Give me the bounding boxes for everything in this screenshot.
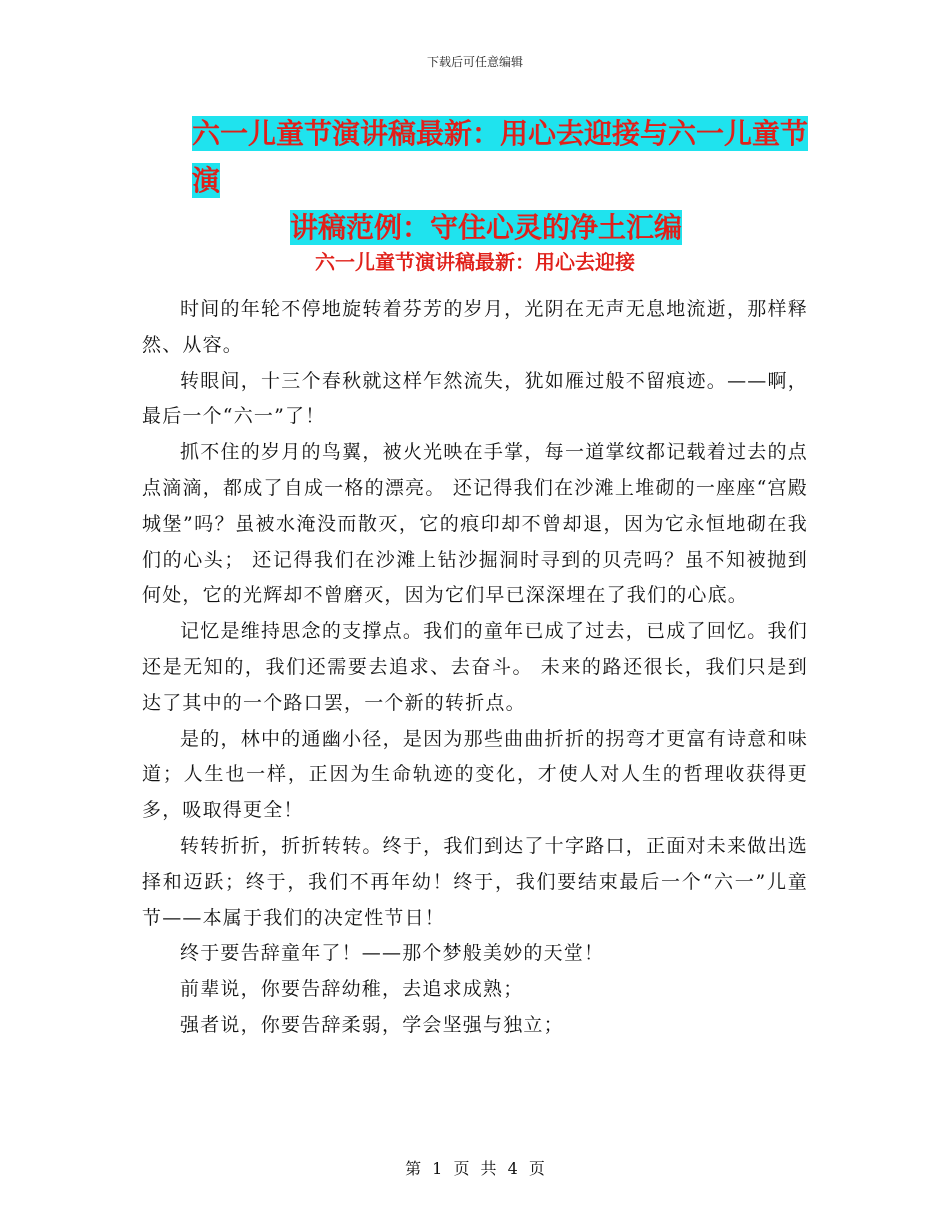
document-title-line-2 [140,204,820,251]
title-highlight-2: 讲稿范例：守住心灵的净土汇编 [290,211,683,244]
paragraph: 时间的年轮不停地旋转着芬芳的岁月，光阴在无声无息地流逝，那样释然、从容。 [142,298,808,356]
paragraph: 转眼间，十三个春秋就这样乍然流失，犹如雁过般不留痕迹。——啊，最后一个“六一”了！ [142,369,808,428]
body-text [142,292,808,1044]
paragraph: 抓不住的岁月的鸟翼，被火光映在手掌，每一道掌纹都记载着过去的点点滴滴，都成了自成一格的漂亮。 还记得我们在沙滩上堆砌的一座座“宫殿城堡”吗？虽被水淹没而散灭，它的痕印却不曾却退，因为它永恒地砌在我们的心头； 还记得我们在沙滩上钻沙掘洞时寻到的贝壳吗？虽不知被抛到何处，它的光辉却不曾磨灭，因为它们早已深深埋在了我们的心底。 [142,441,808,607]
header-note: 下载后可任意编辑 [426,55,523,69]
document-title-line-1 [140,110,820,204]
paragraph: 记忆是维持思念的支撑点。我们的童年已成了过去，已成了回忆。我们还是无知的，我们还需要去追求、去奋斗。 未来的路还很长，我们只是到达了其中的一个路口罢，一个新的转折点。 [142,620,808,714]
paragraph: 是的，林中的通幽小径，是因为那些曲曲折折的拐弯才更富有诗意和味道；人生也一样，正因为生命轨迹的变化，才使人对人生的哲理收获得更多，吸取得更全！ [142,727,808,822]
document-title [140,110,820,251]
page-number: 第 1 页 共 4 页 [405,1159,545,1178]
paragraph: 终于要告辞童年了！——那个梦般美妙的天堂！ [180,942,605,965]
paragraph: 前辈说，你要告辞幼稚，去追求成熟； [180,978,524,1001]
title-highlight-1: 六一儿童节演讲稿最新：用心去迎接与六一儿童节演 [192,117,809,197]
paragraph: 强者说，你要告辞柔弱，学会坚强与独立； [180,1013,564,1036]
paragraph: 转转折折，折折转转。终于，我们到达了十字路口，正面对未来做出选择和迈跃；终于，我们不再年幼！终于，我们要结束最后一个“六一”儿童节——本属于我们的决定性节日！ [142,834,808,929]
section-title: 六一儿童节演讲稿最新：用心去迎接 [315,250,635,274]
